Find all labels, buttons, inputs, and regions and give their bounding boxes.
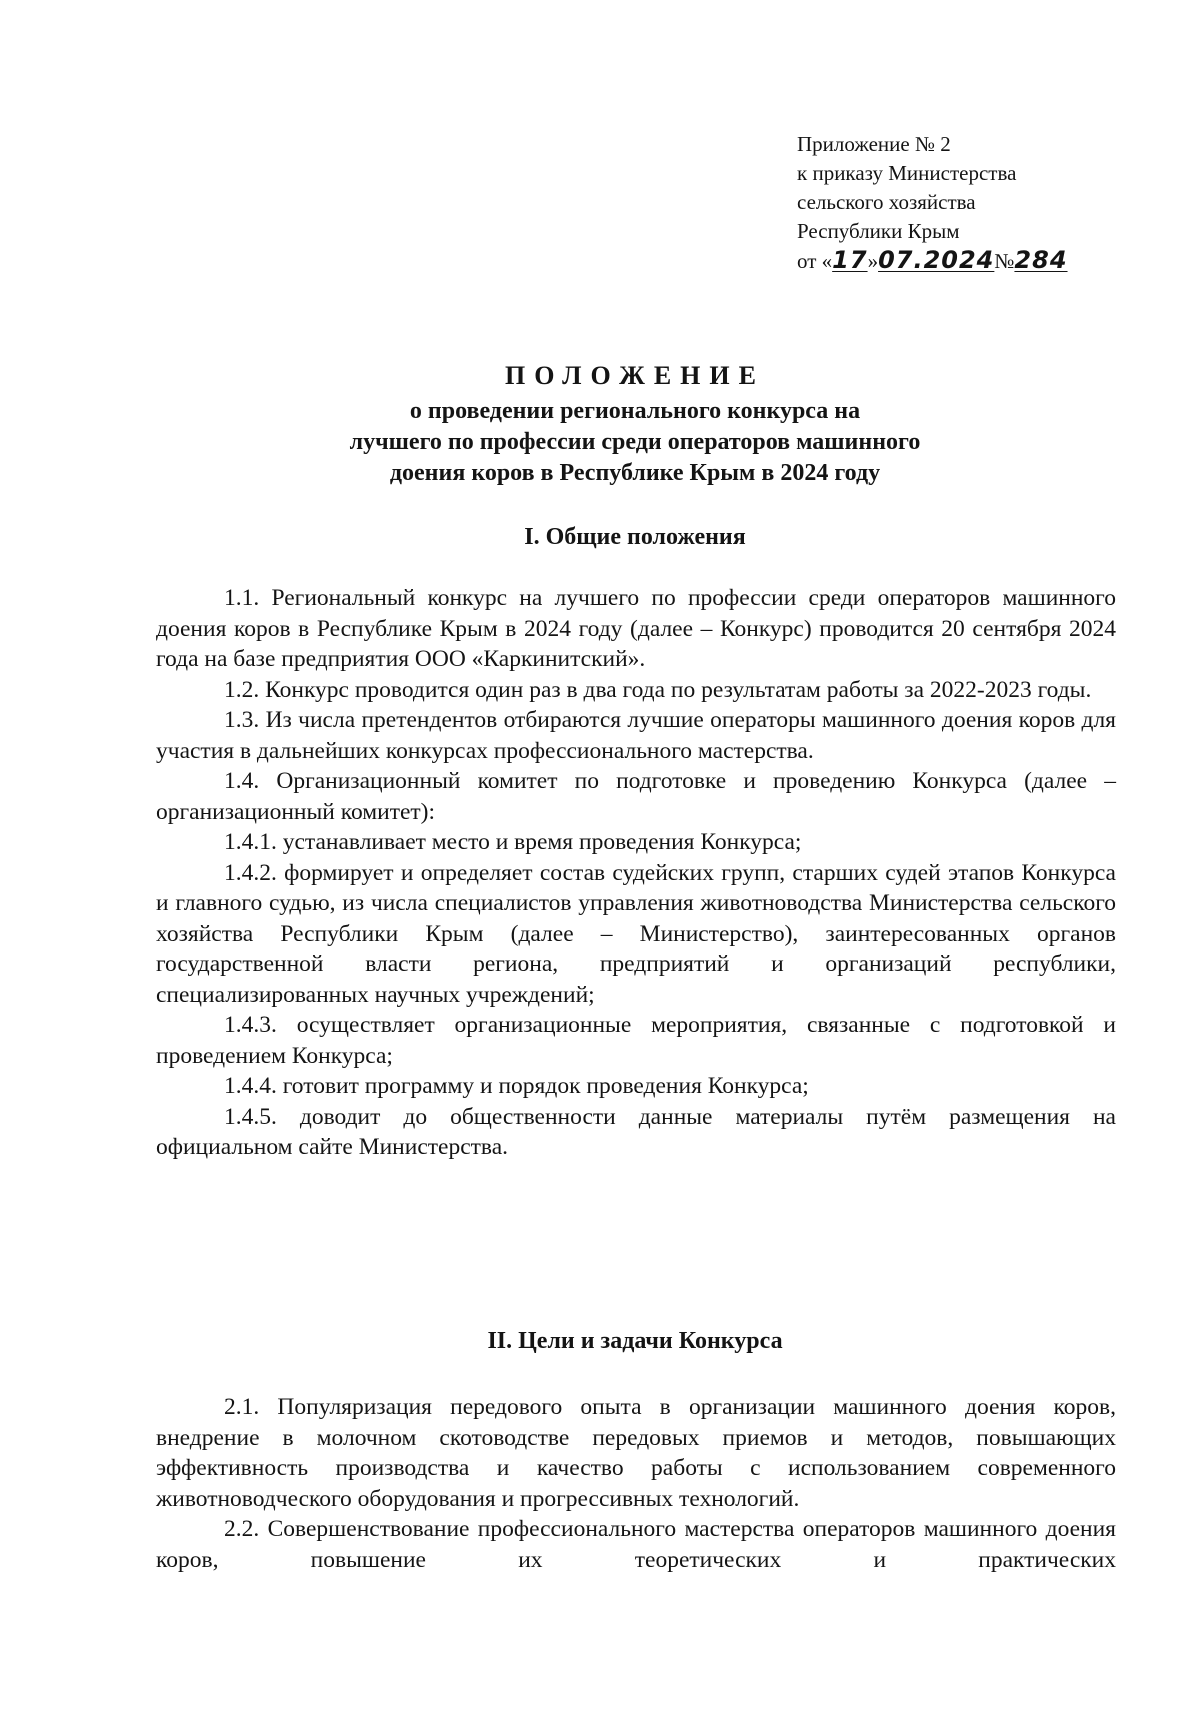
section-2-heading: II. Цели и задачи Конкурса — [487, 1328, 783, 1354]
handwritten-number: 284 — [1014, 246, 1068, 274]
paragraph-1-4-3: 1.4.3. осуществляет организационные мероприятия, связанные с подготовкой и проведением Конкурса; — [156, 1012, 1116, 1069]
section-1-body — [156, 583, 1116, 1163]
paragraph-1-1: 1.1. Региональный конкурс на лучшего по профессии среди операторов машинного доения коров в Республике Крым в 2024 году (далее – Конкурс) проводится 20 сентября 2024 года на базе предприятия ООО «Каркинитский». — [156, 585, 1116, 672]
paragraph-2-2: 2.2. Совершенствование профессионального мастерства операторов машинного доения коров, повышение их теоретических и практических — [156, 1516, 1116, 1573]
section-2-body — [156, 1392, 1116, 1575]
paragraph-1-4-2: 1.4.2. формирует и определяет состав судейских групп, старших судей этапов Конкурса и главного судью, из числа специалистов управления животноводства Министерства сельского хозяйства Республики Крым (далее – Министерство), заинтересованных органов государственной власти региона, предприятий и организаций республики, специализированных научных учреждений; — [156, 859, 1116, 1008]
appendix-line-1: Приложение № 2 — [797, 132, 951, 156]
appendix-line-4: Республики Крым — [797, 219, 960, 243]
date-mid: » — [867, 249, 879, 273]
document-title — [150, 360, 1120, 489]
title-line-2: лучшего по профессии среди операторов машинного — [349, 429, 921, 455]
title-main: ПОЛОЖЕНИЕ — [505, 361, 765, 390]
paragraph-1-4: 1.4. Организационный комитет по подготовке и проведению Конкурса (далее – организационный комитет): — [156, 768, 1116, 825]
handwritten-day: 17 — [832, 246, 868, 274]
title-line-1: о проведении регионального конкурса на — [409, 398, 861, 424]
paragraph-1-4-4: 1.4.4. готовит программу и порядок проведения Конкурса; — [224, 1073, 809, 1099]
date-prefix: от « — [797, 249, 833, 273]
handwritten-month-year: 07.2024 — [878, 246, 995, 274]
appendix-line-3: сельского хозяйства — [797, 190, 976, 214]
title-line-3: доения коров в Республике Крым в 2024 году — [389, 460, 881, 486]
paragraph-1-4-1: 1.4.1. устанавливает место и время проведения Конкурса; — [224, 829, 802, 855]
appendix-line-2: к приказу Министерства — [797, 161, 1017, 185]
paragraph-1-4-5: 1.4.5. доводит до общественности данные материалы путём размещения на официальном сайте Министерства. — [156, 1103, 1116, 1160]
appendix-date-line — [797, 246, 1127, 276]
section-1-heading: I. Общие положения — [524, 524, 746, 550]
number-prefix: № — [994, 249, 1015, 273]
paragraph-1-3: 1.3. Из числа претендентов отбираются лучшие операторы машинного доения коров для участия в дальнейших конкурсах профессионального мастерства. — [156, 707, 1116, 764]
appendix-block — [797, 130, 1127, 276]
paragraph-1-2: 1.2. Конкурс проводится один раз в два года по результатам работы за 2022-2023 годы. — [224, 676, 1092, 703]
paragraph-2-1: 2.1. Популяризация передового опыта в организации машинного доения коров, внедрение в молочном скотоводстве передовых приемов и методов, повышающих эффективность производства и качество работы с использованием современного животноводческого оборудования и прогрессивных технологий. — [156, 1394, 1116, 1512]
